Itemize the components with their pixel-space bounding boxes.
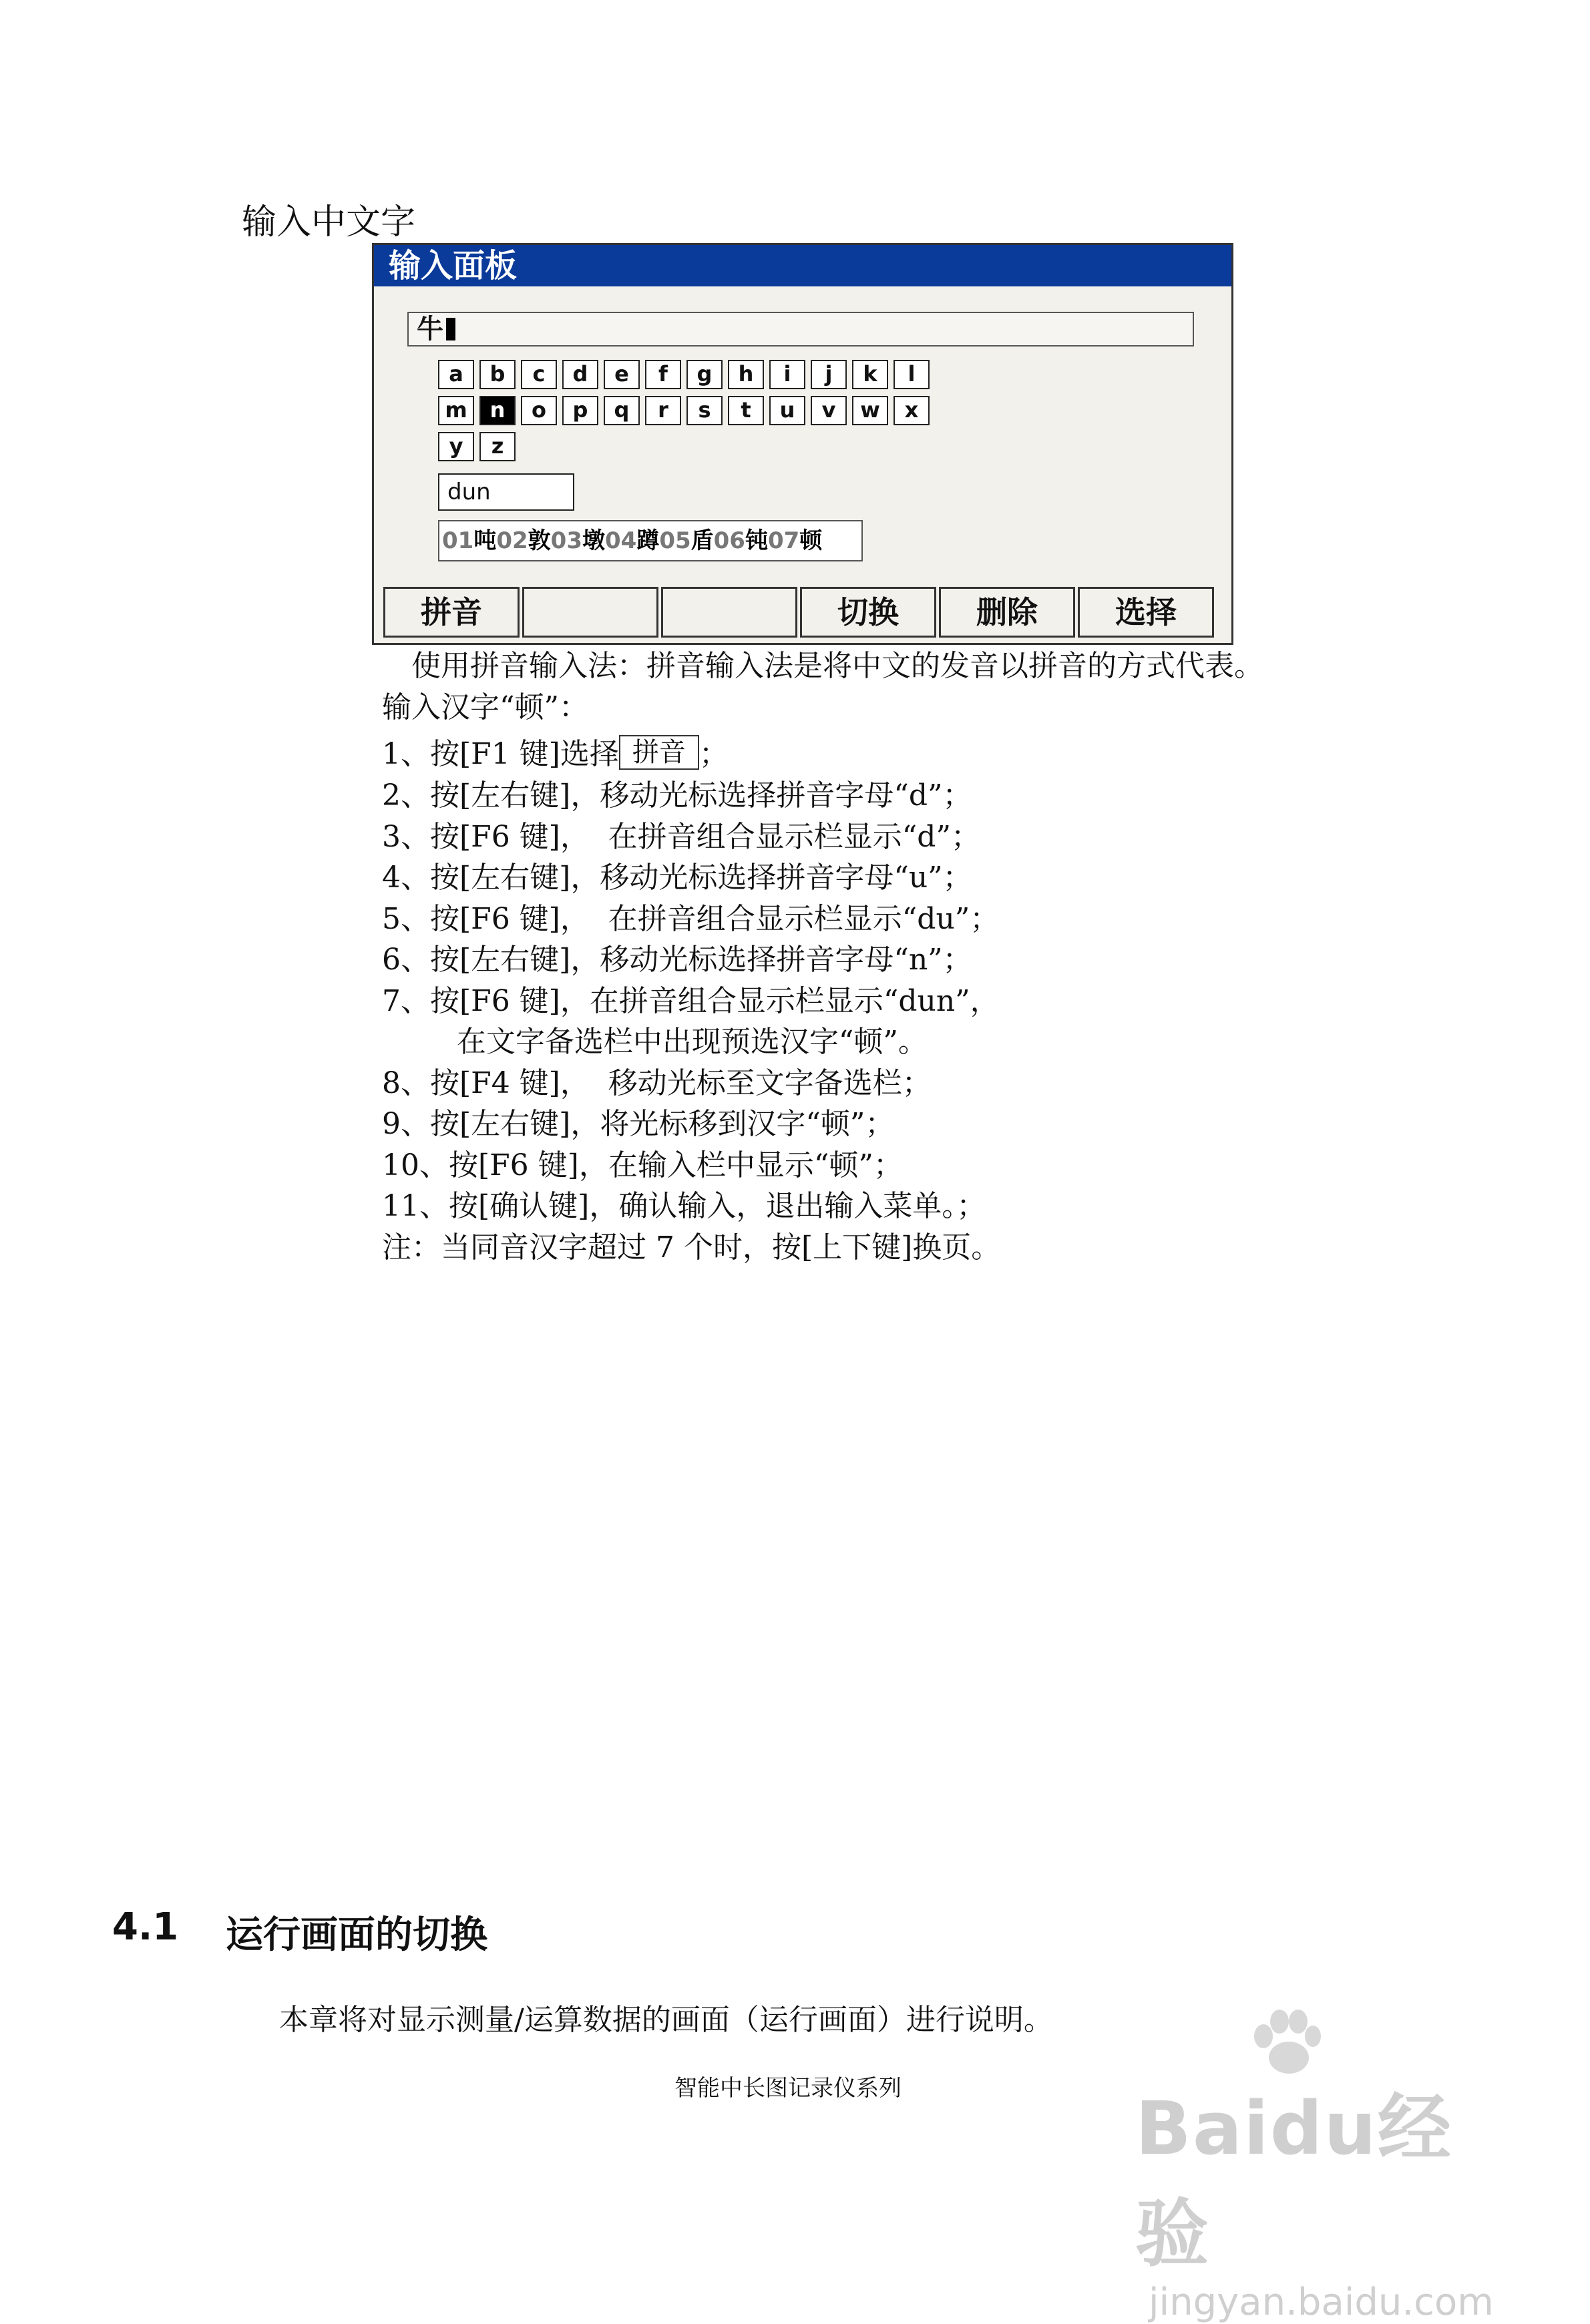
step-line: 6、按[左右键]，移动光标选择拼音字母“n”； (382, 943, 972, 977)
key-o[interactable]: o (521, 396, 557, 425)
key-v[interactable]: v (811, 396, 847, 425)
baidu-watermark (1135, 2030, 1509, 2324)
section-title: 输入中文字 (242, 202, 416, 242)
step-1-suffix: ； (699, 737, 729, 771)
key-c[interactable]: c (521, 360, 557, 389)
candidate-char[interactable]: 钝 (745, 527, 768, 554)
key-d[interactable]: d (562, 360, 598, 389)
key-n[interactable]: n (479, 396, 516, 425)
pinyin-key[interactable]: 拼音 (383, 587, 520, 638)
key-u[interactable]: u (769, 396, 805, 425)
key-x[interactable]: x (893, 396, 930, 425)
select-key[interactable]: 选择 (1078, 587, 1214, 638)
key-g[interactable]: g (686, 360, 723, 389)
step-line: 注：当同音汉字超过 7 个时，按[上下键]换页。 (382, 1230, 1001, 1264)
candidate-number: 03 (550, 527, 582, 554)
key-w[interactable]: w (852, 396, 888, 425)
key-z[interactable]: z (479, 432, 516, 461)
paw-icon (1249, 2010, 1322, 2076)
panel-title: 输入面板 (374, 245, 1231, 286)
text-cursor (446, 318, 455, 340)
function-key-bar (383, 587, 1225, 638)
input-field[interactable] (407, 312, 1194, 346)
candidate-number: 05 (659, 527, 691, 554)
step-line: 9、按[左右键]，将光标移到汉字“顿”； (382, 1107, 895, 1141)
candidate-char[interactable]: 顿 (799, 527, 823, 554)
key-p[interactable]: p (562, 396, 598, 425)
candidate-char[interactable]: 吨 (473, 527, 497, 554)
candidate-char[interactable]: 蹲 (636, 527, 660, 554)
step-line: 在文字备选栏中出现预选汉字“顿”。 (382, 1025, 928, 1059)
page-footer: 智能中长图记录仪系列 (674, 2075, 902, 2102)
watermark-url: jingyan.baidu.com (1149, 2281, 1494, 2324)
key-t[interactable]: t (728, 396, 764, 425)
heading-title: 运行画面的切换 (226, 1913, 487, 1957)
key-l[interactable]: l (893, 360, 930, 389)
candidate-number: 04 (604, 527, 637, 554)
step-1 (382, 734, 729, 774)
step-line: 3、按[F6 键]， 在拼音组合显示栏显示“d”； (382, 819, 980, 854)
key-j[interactable]: j (811, 360, 847, 389)
candidate-number: 01 (442, 527, 474, 554)
intro-line-2: 输入汉字“顿”： (382, 690, 588, 724)
f3-key[interactable] (661, 587, 797, 638)
candidate-number: 02 (496, 527, 528, 554)
key-q[interactable]: q (604, 396, 640, 425)
step-line: 2、按[左右键]，移动光标选择拼音字母“d”； (382, 778, 972, 812)
pinyin-display: dun (438, 473, 574, 511)
input-value: 牛 (417, 314, 443, 344)
step-line: 7、按[F6 键]，在拼音组合显示栏显示“dun”， (382, 983, 1000, 1018)
key-e[interactable]: e (604, 360, 640, 389)
key-a[interactable]: a (438, 360, 474, 389)
candidate-number: 07 (767, 527, 800, 554)
candidate-bar (438, 520, 863, 561)
chapter-paragraph: 本章将对显示测量/运算数据的画面（运行画面）进行说明。 (279, 2003, 1053, 2037)
key-m[interactable]: m (438, 396, 474, 425)
candidate-char[interactable]: 盾 (690, 527, 714, 554)
candidate-char[interactable]: 墩 (582, 527, 605, 554)
intro-line-1: 使用拼音输入法：拼音输入法是将中文的发音以拼音的方式代表。 (411, 649, 1263, 683)
delete-key[interactable]: 删除 (939, 587, 1075, 638)
f2-key[interactable] (522, 587, 658, 638)
step-line: 11、按[确认键]，确认输入，退出输入菜单。； (382, 1189, 986, 1223)
step-line: 8、按[F4 键]， 移动光标至文字备选栏； (382, 1066, 932, 1100)
key-k[interactable]: k (852, 360, 888, 389)
key-b[interactable]: b (479, 360, 516, 389)
pinyin-button-illustration: 拼音 (619, 735, 699, 770)
key-y[interactable]: y (438, 432, 474, 461)
switch-key[interactable]: 切换 (800, 587, 936, 638)
key-s[interactable]: s (686, 396, 723, 425)
input-panel (372, 243, 1233, 645)
key-f[interactable]: f (645, 360, 681, 389)
candidate-number: 06 (713, 527, 745, 554)
step-line: 10、按[F6 键]，在输入栏中显示“顿”； (382, 1148, 903, 1182)
watermark-logo: Baidu经验 (1135, 2086, 1452, 2277)
key-i[interactable]: i (769, 360, 805, 389)
step-line: 4、按[左右键]，移动光标选择拼音字母“u”； (382, 861, 972, 895)
candidate-char[interactable]: 敦 (528, 527, 551, 554)
heading-number: 4.1 (112, 1905, 179, 1949)
key-h[interactable]: h (728, 360, 764, 389)
key-r[interactable]: r (645, 396, 681, 425)
step-1-text: 1、按[F1 键]选择 (382, 737, 619, 771)
step-line: 5、按[F6 键]， 在拼音组合显示栏显示“du”； (382, 901, 1000, 936)
